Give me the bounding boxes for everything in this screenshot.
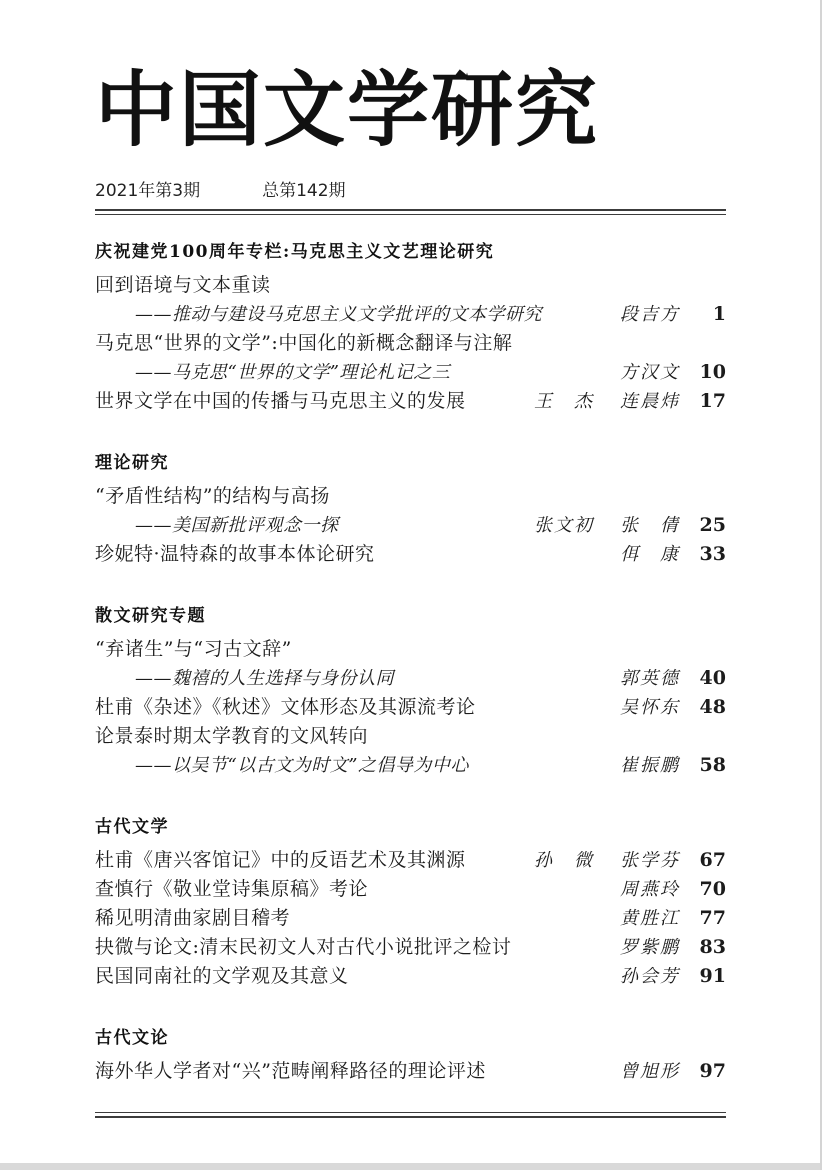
section-rows xyxy=(95,482,726,569)
article-row xyxy=(95,693,726,722)
section-header: 散文研究专题 xyxy=(95,606,206,627)
article-row xyxy=(95,482,726,511)
volume-number: 总第142期 xyxy=(262,181,346,202)
article-row xyxy=(95,329,726,358)
toc-section xyxy=(95,239,726,416)
article-row xyxy=(95,751,726,780)
section-header: 古代文论 xyxy=(95,1028,169,1049)
article-title: 世界文学在中国的传播与马克思主义的发展 xyxy=(95,390,466,413)
toc-section xyxy=(95,1025,726,1086)
author-name: 郭英德 xyxy=(620,668,680,690)
article-meta xyxy=(620,751,726,780)
author-name: 吴怀东 xyxy=(620,697,680,719)
article-title: 杜甫《唐兴客馆记》中的反语艺术及其渊源 xyxy=(95,849,466,872)
article-row xyxy=(95,387,726,416)
section-rows xyxy=(95,635,726,780)
toc-section xyxy=(95,603,726,780)
author-name: 连晨炜 xyxy=(620,391,680,413)
page-number: 48 xyxy=(699,696,726,719)
authors-group xyxy=(620,904,680,933)
article-title: “矛盾性结构”的结构与高扬 xyxy=(95,485,330,508)
author-name: 孙 微 xyxy=(534,850,594,872)
article-row xyxy=(95,635,726,664)
article-meta xyxy=(534,387,726,416)
issue-line xyxy=(95,176,726,201)
author-name: 崔振鹏 xyxy=(620,755,680,777)
article-row xyxy=(95,511,726,540)
article-meta xyxy=(534,846,726,875)
article-title: 海外华人学者对“兴”范畴阐释路径的理论评述 xyxy=(95,1060,486,1083)
article-title: 珍妮特·温特森的故事本体论研究 xyxy=(95,543,375,566)
section-rows xyxy=(95,1057,726,1086)
author-name: 方汉文 xyxy=(620,362,680,384)
page-content xyxy=(95,0,726,1118)
issue-number: 2021年第3期 xyxy=(95,181,201,202)
page-number: 58 xyxy=(699,754,726,777)
page-number: 91 xyxy=(699,965,726,988)
article-title: 民国同南社的文学观及其意义 xyxy=(95,965,349,988)
authors-group xyxy=(620,300,680,329)
article-title: 论景泰时期太学教育的文风转向 xyxy=(95,725,369,748)
article-title: ——美国新批评观念一探 xyxy=(135,515,339,537)
author-name: 罗紫鹏 xyxy=(620,937,680,959)
article-title: “弃诸生”与“习古文辞” xyxy=(95,638,292,661)
article-row xyxy=(95,664,726,693)
author-name: 张 倩 xyxy=(620,515,680,537)
journal-title: 中国文学研究 xyxy=(95,62,600,158)
article-title: ——以吴节“以古文为时文”之倡导为中心 xyxy=(135,755,469,777)
author-name: 曾旭形 xyxy=(620,1061,680,1083)
article-row xyxy=(95,722,726,751)
author-name: 孙会芳 xyxy=(620,966,680,988)
toc-section xyxy=(95,814,726,991)
author-name: 王 杰 xyxy=(534,391,594,413)
article-title: ——魏禧的人生选择与身份认同 xyxy=(135,668,394,690)
authors-group xyxy=(620,540,680,569)
article-title: ——马克思“世界的文学”理论札记之三 xyxy=(135,362,451,384)
article-meta xyxy=(620,693,726,722)
article-title: 抉微与论文:清末民初文人对古代小说批评之检讨 xyxy=(95,936,512,959)
section-header: 古代文学 xyxy=(95,817,169,838)
article-title: 杜甫《杂述》《秋述》文体形态及其源流考论 xyxy=(95,696,476,719)
page-number: 17 xyxy=(699,390,726,413)
authors-group xyxy=(620,664,680,693)
author-name: 张文初 xyxy=(534,515,594,537)
page-number: 40 xyxy=(699,667,726,690)
authors-group xyxy=(620,358,680,387)
page-number: 67 xyxy=(699,849,726,872)
article-row xyxy=(95,846,726,875)
article-meta xyxy=(620,875,726,904)
authors-group xyxy=(534,511,680,540)
article-row xyxy=(95,875,726,904)
author-name: 周燕玲 xyxy=(620,879,680,901)
page-number: 70 xyxy=(699,878,726,901)
article-meta xyxy=(620,300,726,329)
toc-section xyxy=(95,450,726,569)
section-header: 理论研究 xyxy=(95,453,169,474)
article-meta xyxy=(620,664,726,693)
article-row xyxy=(95,962,726,991)
author-name: 黄胜江 xyxy=(620,908,680,930)
authors-group xyxy=(620,933,680,962)
top-divider xyxy=(95,209,726,215)
article-row xyxy=(95,933,726,962)
authors-group xyxy=(620,693,680,722)
section-rows xyxy=(95,271,726,416)
article-meta xyxy=(620,962,726,991)
author-name: 佴 康 xyxy=(620,544,680,566)
article-meta xyxy=(620,904,726,933)
section-rows xyxy=(95,846,726,991)
authors-group xyxy=(620,1057,680,1086)
article-row xyxy=(95,904,726,933)
article-row xyxy=(95,540,726,569)
page-number: 1 xyxy=(712,303,726,326)
authors-group xyxy=(534,846,680,875)
authors-group xyxy=(534,387,680,416)
article-title: 回到语境与文本重读 xyxy=(95,274,271,297)
bottom-divider xyxy=(95,1112,726,1118)
article-title: 马克思“世界的文学”:中国化的新概念翻译与注解 xyxy=(95,332,513,355)
section-header: 庆祝建党100周年专栏:马克思主义文艺理论研究 xyxy=(95,242,495,263)
article-row xyxy=(95,1057,726,1086)
author-name: 段吉方 xyxy=(620,304,680,326)
article-meta xyxy=(534,511,726,540)
article-meta xyxy=(620,1057,726,1086)
page-number: 33 xyxy=(699,543,726,566)
article-title: ——推动与建设马克思主义文学批评的文本学研究 xyxy=(135,304,542,326)
article-meta xyxy=(620,540,726,569)
article-row xyxy=(95,271,726,300)
authors-group xyxy=(620,751,680,780)
article-meta xyxy=(620,933,726,962)
author-name: 张学芬 xyxy=(620,850,680,872)
page-number: 77 xyxy=(699,907,726,930)
article-meta xyxy=(620,358,726,387)
article-title: 稀见明清曲家剧目稽考 xyxy=(95,907,291,930)
page-number: 83 xyxy=(699,936,726,959)
page-number: 10 xyxy=(699,361,726,384)
page-number: 25 xyxy=(699,514,726,537)
page-number: 97 xyxy=(699,1060,726,1083)
article-row xyxy=(95,358,726,387)
authors-group xyxy=(620,875,680,904)
table-of-contents xyxy=(95,239,726,1086)
article-row xyxy=(95,300,726,329)
authors-group xyxy=(620,962,680,991)
article-title: 查慎行《敬业堂诗集原稿》考论 xyxy=(95,878,369,901)
